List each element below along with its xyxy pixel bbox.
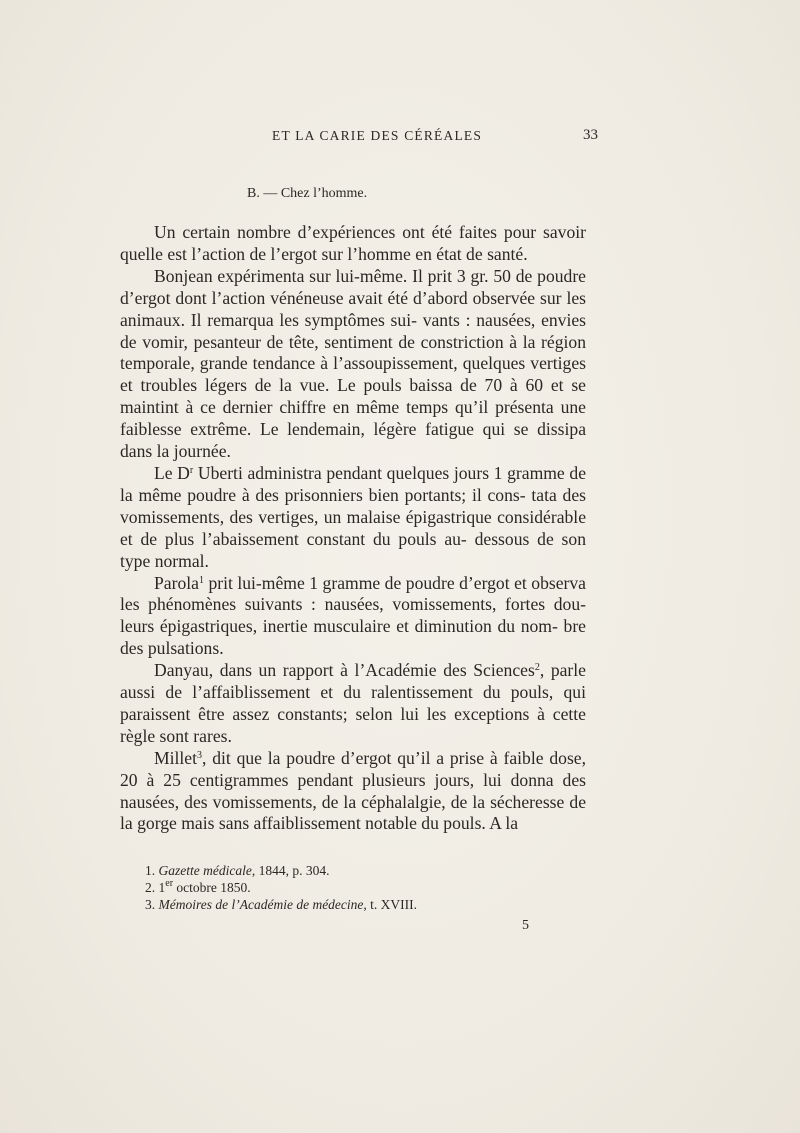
paragraph-5: [120, 660, 586, 748]
text-line: dessous de son type normal.: [120, 528, 586, 571]
footnote-number: 3.: [145, 897, 156, 912]
footnote-ref-2: 2: [534, 662, 540, 674]
text-line: Un certain nombre d’expériences ont été faites pour savoir: [154, 222, 586, 242]
paragraph-6: [120, 748, 586, 836]
text-line: vants : nausées, envies de vomir, pesanteur de tête, sentiment: [120, 309, 587, 352]
text-line: nausées, des vomissements, de la céphalalgie, de la sécheresse: [120, 791, 565, 812]
paragraph-1: [120, 222, 586, 266]
footnote-detail: , t. XVIII.: [363, 897, 418, 912]
footnote-detail: octobre 1850.: [173, 880, 251, 895]
footnote-ref-1: 1: [198, 574, 204, 586]
text-line: quelle est l’action de l’ergot sur l’homme en état de santé.: [120, 243, 528, 264]
footnote-source: Mémoires de l’Académie de médecine: [158, 897, 364, 912]
text-line: les phénomènes suivants : nausées, vomissements, fortes dou-: [120, 594, 586, 615]
text-line: règle sont rares.: [120, 725, 232, 746]
text-line: observée sur les animaux. Il remarqua les symptômes sui-: [120, 287, 586, 330]
footnote-source: Gazette médicale: [158, 863, 252, 878]
text-line: Bonjean expérimenta sur lui-même. Il prit 3 gr. 50 de: [154, 265, 533, 286]
superscript: er: [165, 878, 174, 889]
text-fragment: Le D: [154, 462, 190, 483]
footnote-number: 1.: [145, 863, 156, 878]
text-line: 20 à 25 centigrammes pendant plusieurs jours, lui donna des: [120, 769, 586, 790]
text-fragment: prit lui-même 1 gramme de poudre d’ergot et observa: [203, 572, 586, 593]
text-line: aussi de l’affaiblissement et du ralentissement du pouls, qui: [120, 682, 586, 703]
text-line: leurs épigastriques, inertie musculaire et diminution du nom-: [120, 616, 558, 637]
text-line: vue. Le pouls baissa de 70 à 60 et se maintint à ce dernier: [120, 375, 586, 418]
signature-mark: 5: [522, 918, 529, 933]
running-head: [120, 128, 598, 148]
running-title: ET LA CARIE DES CÉRÉALES: [272, 128, 483, 143]
footnote-detail: , 1844, p. 304.: [251, 863, 330, 878]
body-text: [120, 222, 586, 835]
text-line: de la même poudre à des prisonniers bien portants; il cons-: [120, 462, 586, 505]
footnote-1: [145, 862, 575, 879]
footnote-2: [145, 879, 575, 896]
footnote-3: [145, 896, 575, 913]
text-line: l’assoupissement, quelques vertiges et troubles légers de la: [120, 353, 587, 396]
footnote-date: 1: [158, 880, 166, 895]
text-line: poudre d’ergot dont l’action vénéneuse avait été d’abord: [120, 265, 586, 308]
text-line: bre des pulsations.: [120, 616, 586, 659]
footnote-number: 2.: [145, 880, 156, 895]
text-fragment: , dit que la poudre d’ergot qu’il a prise à faible dose,: [202, 747, 586, 768]
text-line: de constriction à la région temporale, grande tendance à: [120, 331, 586, 374]
text-fragment: Uberti administra pendant quelques jours 1 gramme: [193, 462, 565, 483]
paragraph-3: [120, 463, 586, 573]
footnote-ref-3: 3: [197, 749, 203, 761]
text-line: paraissent être assez constants; selon lui les exceptions à cette: [120, 703, 586, 724]
paragraph-2: [120, 266, 586, 463]
paragraph-4: [120, 573, 586, 661]
text-line: de la gorge mais sans affaiblissement notable du pouls. A la: [120, 791, 586, 834]
text-fragment: Parola: [154, 572, 199, 593]
text-fragment: Millet: [154, 747, 198, 768]
text-fragment: Danyau, dans un rapport à l’Académie des Sciences: [154, 660, 535, 681]
text-line: Le lendemain, légère fatigue qui se dissipa dans la journée.: [120, 419, 586, 462]
section-heading: B. — Chez l’homme.: [247, 186, 368, 201]
superscript: r: [189, 464, 194, 476]
text-fragment: , parle: [539, 660, 586, 681]
page-number: 33: [583, 127, 598, 143]
text-line: chiffre en même temps qu’il présenta une faiblesse extrême.: [120, 397, 586, 440]
text-line: tata des vomissements, des vertiges, un malaise épigastrique: [120, 484, 586, 527]
text-line: considérable et de plus l’abaissement constant du pouls au-: [120, 506, 586, 549]
footnotes: [145, 862, 575, 913]
